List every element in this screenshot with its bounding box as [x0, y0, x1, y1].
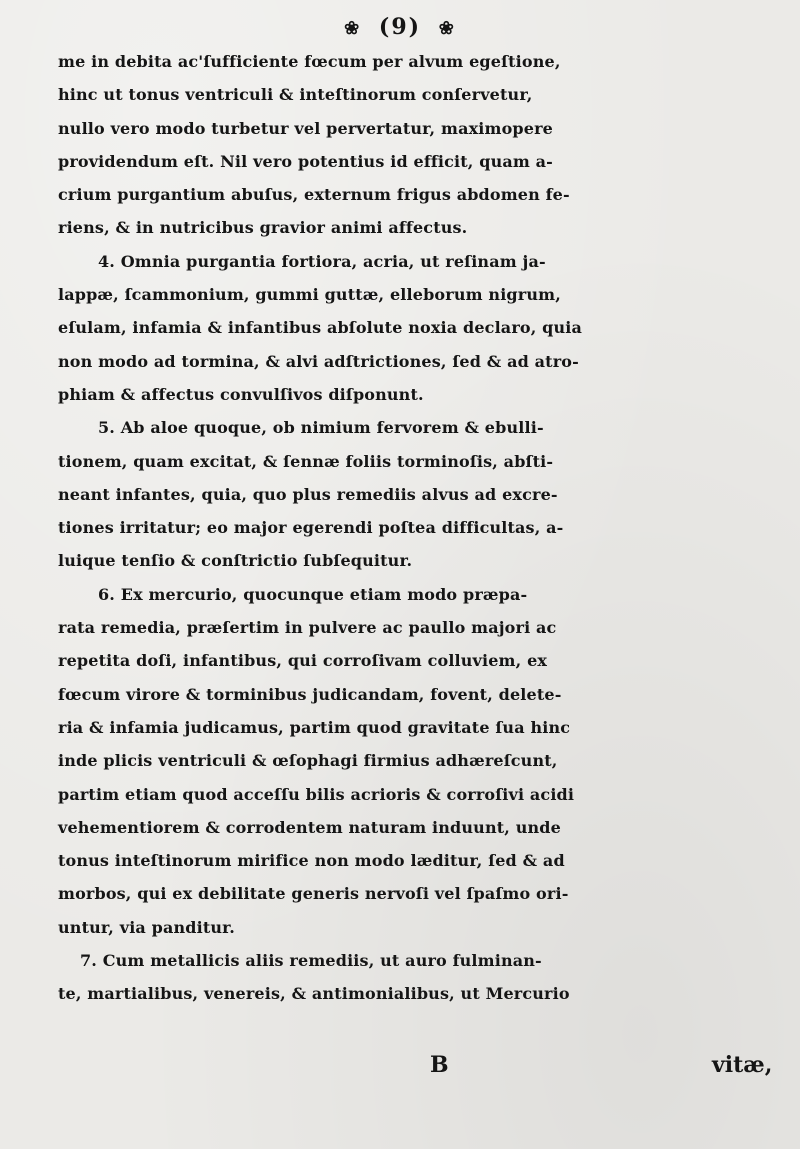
paragraph-6-start: 6. Ex mercurio, quocunque etiam modo præpa-	[98, 584, 528, 604]
text-line: hinc ut tonus ventriculi & inteſtinorum conſervetur,	[58, 85, 533, 105]
text-line: phiam & affectus convulſivos diſponunt.	[58, 384, 424, 404]
text-line: providendum eſt. Nil vero potentius id efficit, quam a-	[58, 151, 553, 171]
text-line: rata remedia, præſertim in pulvere ac paullo majori ac	[58, 618, 557, 638]
text-line: inde plicis ventriculi & œſophagi firmius adhæreſcunt,	[58, 751, 558, 771]
page-number: (9)	[378, 14, 422, 40]
text-line: tiones irritatur; eo major egerendi poſtea difficultas, a-	[58, 518, 564, 538]
text-line: tonus inteſtinorum mirifice non modo læditur, ſed & ad	[58, 851, 565, 871]
text-line: morbos, qui ex debilitate generis nervoſi vel ſpaſmo ori-	[58, 884, 569, 904]
left-ornament-icon: ❀	[344, 18, 362, 39]
text-line: partim etiam quod acceſſu bilis acrioris & corroſivi acidi	[58, 784, 575, 804]
text-line: repetita doſi, infantibus, qui corroſivam colluviem, ex	[58, 651, 548, 671]
text-line: te, martialibus, venereis, & antimonialibus, ut Mercurio	[58, 984, 570, 1004]
paragraph-7-start: 7. Cum metallicis aliis remediis, ut auro fulminan-	[80, 951, 542, 971]
paragraph-4-start: 4. Omnia purgantia fortiora, acria, ut reſinam ja-	[98, 251, 546, 271]
paragraph-5-start: 5. Ab aloe quoque, ob nimium fervorem & ebulli-	[98, 418, 544, 438]
text-line: eſulam, infamia & infantibus abſolute noxia declaro, quia	[58, 318, 583, 338]
page-footer	[0, 1052, 800, 1082]
text-line: luique tenſio & conſtrictio ſubſequitur.	[58, 551, 413, 571]
text-line: crium purgantium abuſus, externum frigus abdomen fe-	[58, 185, 570, 205]
text-line: vehementiorem & corrodentem naturam induunt, unde	[58, 817, 561, 837]
text-line: riens, & in nutricibus gravior animi affectus.	[58, 218, 468, 238]
signature-mark: B	[430, 1052, 449, 1078]
text-line: lappæ, ſcammonium, gummi guttæ, elleborum nigrum,	[58, 285, 561, 305]
text-line: tionem, quam excitat, & ſennæ foliis torminoſis, abſti-	[58, 451, 554, 471]
text-line: fœcum virore & torminibus judicandam, fovent, delete-	[58, 684, 562, 704]
body-text	[58, 45, 798, 1011]
right-ornament-icon: ❀	[438, 18, 456, 39]
text-line: me in debita ac'ſufficiente fœcum per alvum egeſtione,	[58, 52, 561, 71]
catchword: vitæ,	[712, 1052, 773, 1078]
text-line: neant infantes, quia, quo plus remediis alvus ad excre-	[58, 484, 558, 504]
text-line: untur, via panditur.	[58, 917, 236, 937]
text-line: nullo vero modo turbetur vel pervertatur, maximopere	[58, 118, 553, 138]
page-header	[0, 14, 800, 40]
text-line: non modo ad tormina, & alvi adſtrictiones, ſed & ad atro-	[58, 351, 579, 371]
text-line: ria & infamia judicamus, partim quod gravitate ſua hinc	[58, 717, 571, 737]
